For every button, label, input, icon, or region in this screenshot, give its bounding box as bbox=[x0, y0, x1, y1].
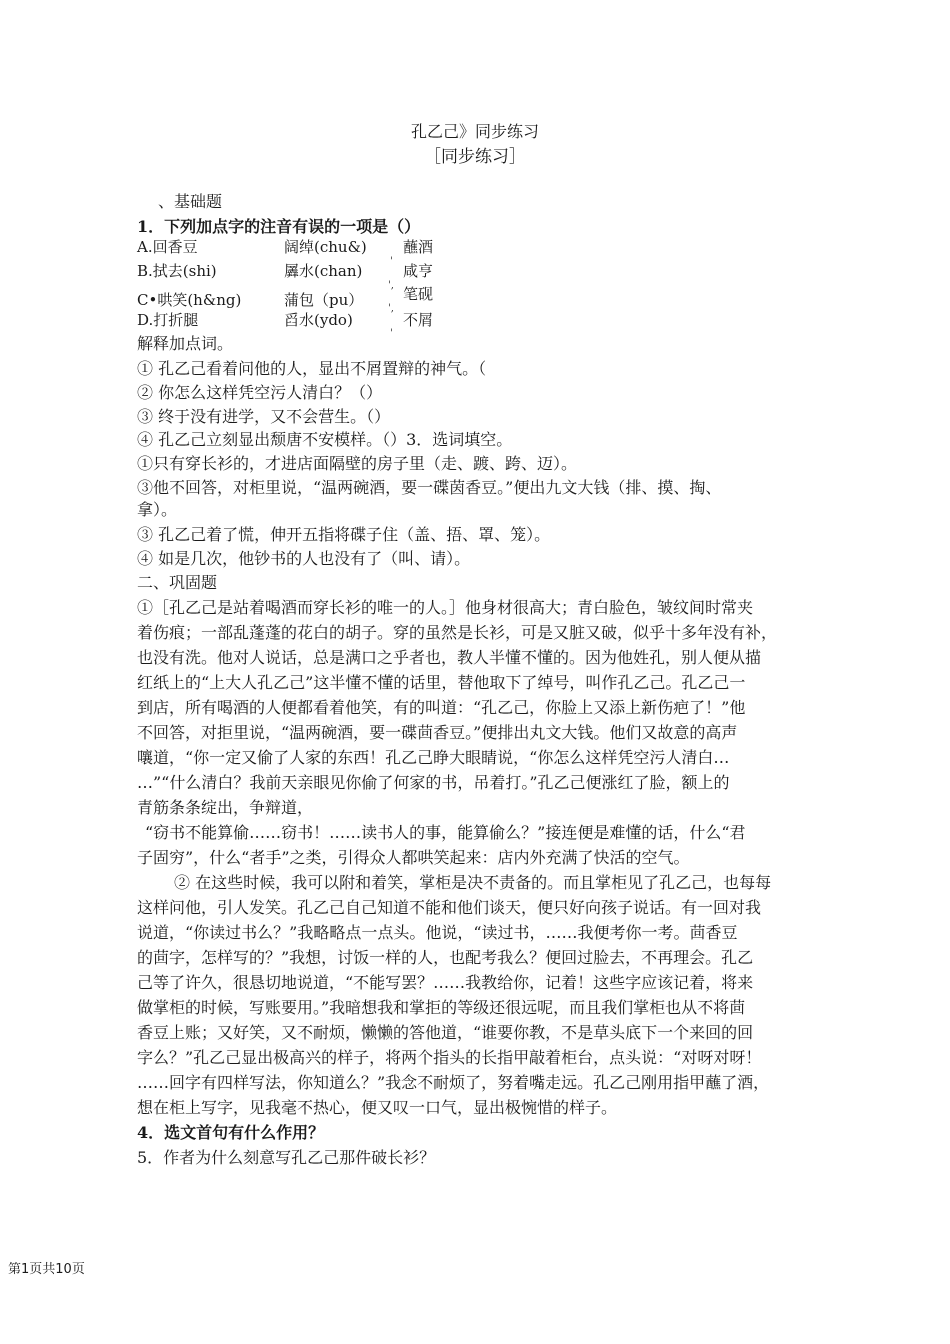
passage-line: 字么？”孔乙己显出极高兴的样子，将两个指头的长指甲敲着柜台，点头说：“对呀对呀！ bbox=[137, 1048, 762, 1067]
passage-line: 也没有洗。他对人说话，总是满口之乎者也，教人半懂不懂的。因为他姓孔，别人便从描 bbox=[137, 648, 762, 667]
option-c-col3: 笔砚 bbox=[403, 285, 434, 303]
option-c-col1: C•哄笑(h&ng) bbox=[137, 291, 242, 309]
option-d-col1: D.打折腿 bbox=[137, 311, 199, 329]
passage-line: ①［孔乙己是站着喝酒而穿长衫的唯一的人。］他身材很高大；青白脸色，皱纹间时常夹 bbox=[137, 598, 754, 617]
passage-line: ……回字有四样写法，你知道么？”我念不耐烦了，努着嘴走远。孔乙己刚用指甲蘸了酒， bbox=[137, 1073, 770, 1092]
section-heading-consolidate: 二、巩固题 bbox=[137, 573, 218, 592]
dot-mark: ', bbox=[388, 280, 394, 291]
question-5: 5．作者为什么刻意写孔乙己那件破长衫？ bbox=[137, 1148, 436, 1167]
page-footer: 第1页共10页 bbox=[8, 1262, 85, 1277]
question-2-item: ① 孔乙己看着问他的人，显出不屑置辩的神气。（ bbox=[137, 359, 487, 378]
question-1-stem: 1．下列加点字的注音有误的一项是（） bbox=[137, 217, 421, 236]
question-2-item: ④ 孔乙己立刻显出颓唐不安模样。（）3．选词填空。 bbox=[137, 430, 513, 449]
passage-line: 不回答，对拒里说，“温两碗酒，要一碟茴香豆。”便排出丸文大钱。他们又故意的高声 bbox=[137, 723, 738, 742]
passage-line: 着伤痕；一部乱蓬蓬的花白的胡子。穿的虽然是长衫，可是又脏又破，似乎十多年没有补， bbox=[137, 623, 778, 642]
passage-line: 的茴字，怎样写的？”我想，讨饭一样的人，也配考我么？便回过脸去，不再理会。孔乙 bbox=[137, 948, 754, 967]
question-2-item: ② 你怎么这样凭空污人清白？（） bbox=[137, 383, 383, 402]
passage-line: 说道，“你读过书么？”我略略点一点头。他说，“读过书，……我便考你一考。茴香豆 bbox=[137, 923, 738, 942]
question-3-item: ④ 如是几次，他钞书的人也没有了（叫、请）。 bbox=[137, 549, 471, 568]
passage-line: 嚷道，“你一定又偷了人家的东西！孔乙己睁大眼睛说，“你怎么这样凭空污人清白… bbox=[137, 748, 730, 767]
section-heading-basic: 、基础题 bbox=[158, 192, 223, 211]
dot-mark: ' bbox=[390, 328, 393, 339]
option-b-col1: B.拭去(shi) bbox=[137, 262, 217, 280]
passage-line: 香豆上账；又好笑，又不耐烦，懒懒的答他道，“谁要你教，不是草头底下一个来回的回 bbox=[137, 1023, 754, 1042]
question-3-item: ①只有穿长衫的，才进店面隔壁的房子里（走、踱、跨、迈）。 bbox=[137, 454, 578, 473]
question-2-item: ③ 终于没有进学，又不会营生。（） bbox=[137, 407, 391, 426]
passage-line: “窃书不能算偷……窃书！……读书人的事，能算偷么？”接连便是难懂的话，什么“君 bbox=[145, 823, 746, 842]
passage-line: 己等了许久，很恳切地说道，“不能写罢？……我教给你，记着！这些字应该记着，将来 bbox=[137, 973, 754, 992]
question-4: 4．选文首句有什么作用？ bbox=[137, 1123, 325, 1142]
option-a-col1: A.回香豆 bbox=[137, 238, 198, 256]
passage-line: ② 在这些时候，我可以附和着笑，掌柜是决不责备的。而且掌柜见了孔乙己，也每每 bbox=[174, 873, 772, 892]
option-a-col2: 阔绰(chu&) bbox=[284, 238, 367, 256]
passage-line: 红纸上的“上大人孔乙己”这半懂不懂的话里，替他取下了绰号，叫作孔乙己。孔乙己一 bbox=[137, 673, 746, 692]
question-2-stem: 解释加点词。 bbox=[137, 334, 234, 353]
option-d-col3: 不屑 bbox=[403, 311, 434, 329]
option-c-col2: 蒲包（pu） bbox=[284, 291, 364, 309]
passage-line: 做掌柜的时候，写账要用。”我暗想我和掌拒的等级还很远呢，而且我们掌柜也从不将茴 bbox=[137, 998, 746, 1017]
passage-line: 这样问他，引人发笑。孔乙己自己知道不能和他们谈天，便只好向孩子说话。有一回对我 bbox=[137, 898, 762, 917]
passage-line: 到店，所有喝酒的人便都看着他笑，有的叫道：“孔乙己，你脸上又添上新伤疤了！”他 bbox=[137, 698, 746, 717]
passage-line: …”“什么清白？我前天亲眼见你偷了何家的书，吊着打。”孔乙己便涨红了脸，额上的 bbox=[137, 773, 730, 792]
option-b-col2: 羼水(chan) bbox=[284, 262, 363, 280]
doc-title: 孔乙己》同步练习 bbox=[410, 122, 539, 141]
dot-mark: ' bbox=[390, 256, 393, 267]
option-a-col3: 蘸酒 bbox=[403, 238, 434, 256]
passage-line: 想在柜上写字，见我毫不热心，便又叹一口气，显出极惋惜的样子。 bbox=[137, 1098, 618, 1117]
option-d-col2: 舀水(ydo) bbox=[284, 311, 353, 329]
question-3-item: ③他不回答，对柜里说，“温两碗酒，要一碟茵香豆。”便出九文大钱（排、摸、掏、 bbox=[137, 478, 722, 497]
doc-subtitle: ［同步练习］ bbox=[424, 147, 526, 167]
dot-mark: ', bbox=[388, 303, 394, 314]
question-3-item: 拿）。 bbox=[137, 500, 178, 519]
option-b-col3: 咸亨 bbox=[403, 262, 434, 280]
passage-line: 子固穷”，什么“者手”之类，引得众人都哄笑起来：店内外充满了快活的空气。 bbox=[137, 848, 690, 867]
question-3-item: ③ 孔乙己着了慌，伸开五指将碟子住（盖、捂、罩、笼）。 bbox=[137, 525, 551, 544]
passage-line: 青筋条条绽出，争辩道， bbox=[137, 798, 314, 817]
